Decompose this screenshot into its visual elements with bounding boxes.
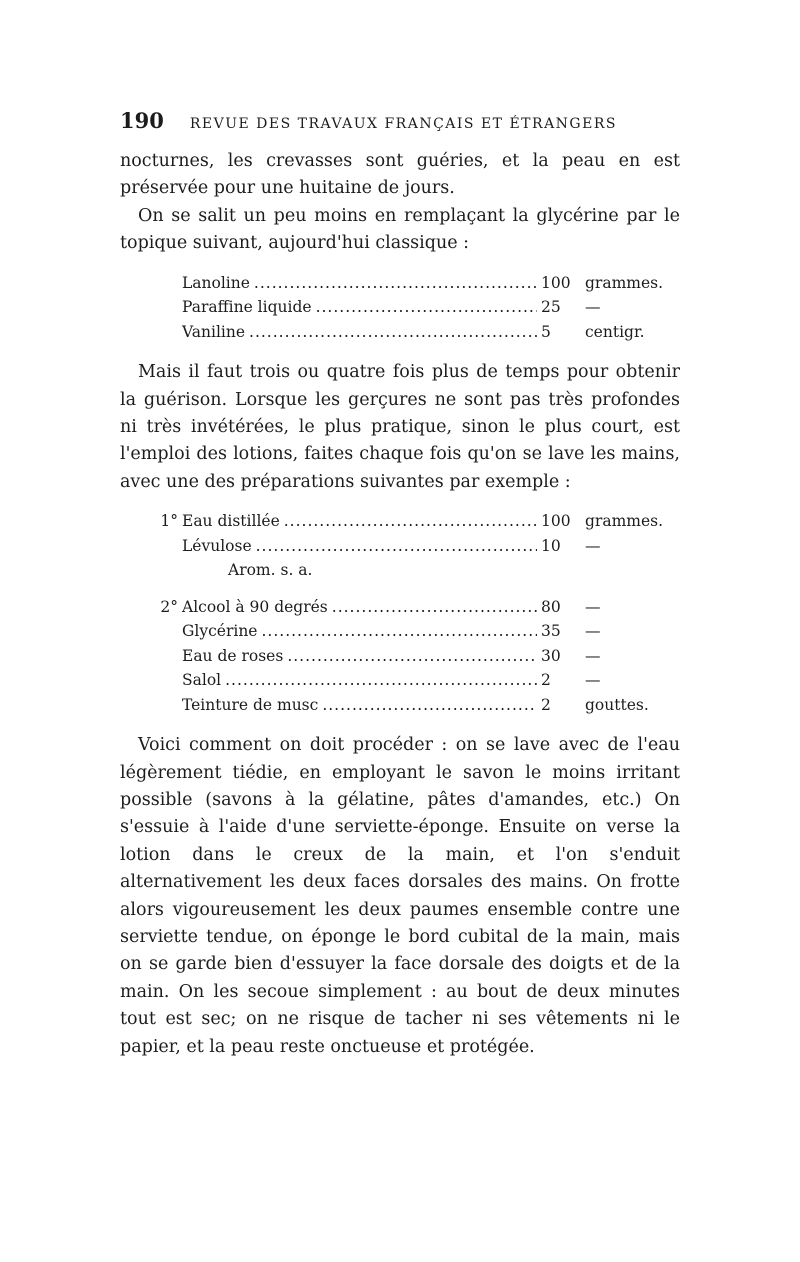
paragraph: nocturnes, les crevasses sont guéries, et la peau en est préservée pour une huitaine de jours. <box>120 151 680 199</box>
ingredient-qty: 80 <box>541 597 561 616</box>
ingredient-qty: 2 <box>541 695 551 714</box>
paragraph: Voici comment on doit procéder : on se lave avec de l'eau légèrement tiédie, en employant le savon le moins irritant possible (savons à la gélatine, pâtes d'amandes, etc.) On s'essuie à l'aide d'une serviette-éponge. Ensuite on verse la lotion dans le creux de la main, et l'on s'enduit alternativement les deux faces dorsales des mains. On frotte alors vigoureusement les deux paumes ensemble contre une serviette tendue, on éponge le bord cubital de la main, mais on se garde bien d'essuyer la face dorsale des doigts et de la main. On les secoue simplement : au bout de deux minutes tout est sec; on ne risque de tacher ni ses vêtements ni le papier, et la peau reste onctueuse et protégée. <box>120 735 680 1057</box>
ingredient-name: Alcool à 90 degrés <box>182 597 328 616</box>
ingredient-qty: 100 <box>541 512 571 531</box>
ingredient-name: Salol <box>182 671 222 690</box>
ingredient-name: Eau de roses <box>182 646 284 665</box>
ingredient-row <box>120 693 680 718</box>
leader-dots <box>322 693 537 718</box>
ingredient-row <box>120 644 680 669</box>
ingredient-row <box>120 619 680 644</box>
recipe-number: 2° <box>160 597 178 616</box>
leader-dots <box>261 619 537 644</box>
paragraph: Mais il faut trois ou quatre fois plus de temps pour obtenir la guérison. Lorsque les gerçures ne sont pas très profondes ni très invétérées, le plus pratique, sinon le plus court, est l'emploi des lotions, faites chaque fois qu'on se lave les mains, avec une des préparations suivantes par exemple : <box>120 362 680 492</box>
ingredient-name: Eau distillée <box>182 512 280 531</box>
ingredient-qty: 100 <box>541 273 571 292</box>
ingredient-unit: grammes. <box>585 512 664 531</box>
recipe-lanoline <box>120 271 680 345</box>
page-header <box>120 108 680 148</box>
page-number: 190 <box>120 108 164 133</box>
ingredient-unit: centigr. <box>585 322 645 341</box>
recipe-note: Arom. s. a. <box>228 561 313 580</box>
ingredient-name: Vaniline <box>182 322 246 341</box>
ingredient-unit: — <box>585 671 601 690</box>
recipe-number: 1° <box>160 512 178 531</box>
ingredient-unit: gouttes. <box>585 695 649 714</box>
ingredient-row <box>120 595 680 620</box>
leader-dots <box>249 320 537 345</box>
leader-dots <box>287 644 537 669</box>
ingredient-row <box>120 509 680 534</box>
ingredient-name: Lanoline <box>182 273 250 292</box>
ingredient-row <box>120 534 680 559</box>
leader-dots <box>332 595 537 620</box>
ingredient-qty: 30 <box>541 646 561 665</box>
ingredient-unit: — <box>585 536 601 555</box>
recipe-lotion-1 <box>120 509 680 717</box>
leader-dots <box>225 668 537 693</box>
paragraph: On se salit un peu moins en remplaçant la glycérine par le topique suivant, aujourd'hui classique : <box>120 205 680 254</box>
ingredient-row <box>120 668 680 693</box>
ingredient-name: Glycérine <box>182 622 258 641</box>
running-title: REVUE DES TRAVAUX FRANÇAIS ET ÉTRANGERS <box>189 116 617 132</box>
leader-dots <box>316 295 537 320</box>
ingredient-qty: 2 <box>541 671 551 690</box>
ingredient-name: Lévulose <box>182 536 252 555</box>
leader-dots <box>256 534 537 559</box>
ingredient-row <box>120 271 680 296</box>
ingredient-unit: grammes. <box>585 273 664 292</box>
ingredient-row <box>120 295 680 320</box>
ingredient-qty: 35 <box>541 622 561 641</box>
ingredient-row <box>120 320 680 345</box>
ingredient-qty: 25 <box>541 298 561 317</box>
ingredient-unit: — <box>585 622 601 641</box>
ingredient-unit: — <box>585 597 601 616</box>
ingredient-qty: 5 <box>541 322 551 341</box>
ingredient-name: Paraffine liquide <box>182 298 312 317</box>
ingredient-unit: — <box>585 646 601 665</box>
ingredient-unit: — <box>585 298 601 317</box>
ingredient-qty: 10 <box>541 536 561 555</box>
leader-dots <box>254 271 537 296</box>
ingredient-name: Teinture de musc <box>182 695 319 714</box>
leader-dots <box>284 509 537 534</box>
book-page <box>120 108 680 1061</box>
